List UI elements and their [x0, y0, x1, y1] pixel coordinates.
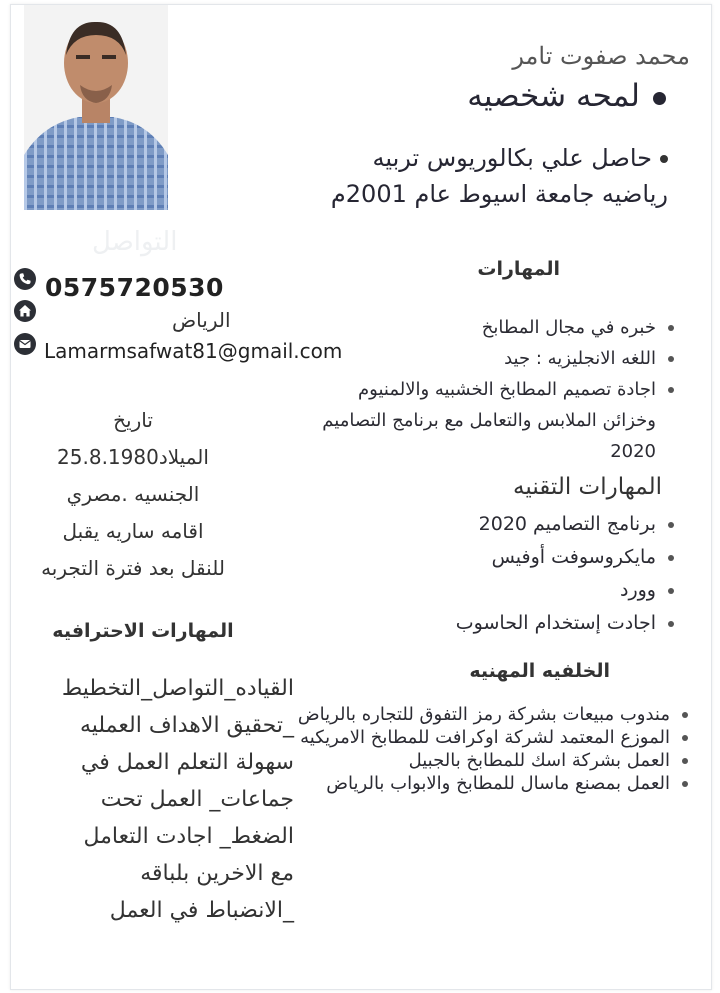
profile-photo: [24, 5, 168, 210]
list-item: الموزع المعتمد لشركة اوكرافت للمطابخ الامريكيه: [290, 726, 690, 749]
personal-info: [18, 402, 248, 587]
list-item: مندوب مبيعات بشركة رمز التفوق للتجاره بالرياض: [290, 703, 690, 726]
list-item: اجادت إستخدام الحاسوب: [376, 607, 676, 640]
phone-number: 0575720530: [45, 273, 224, 302]
prof-line: سهولة التعلم العمل في: [80, 750, 294, 775]
phone-icon: [14, 268, 36, 290]
summary-line-1: حاصل علي بكالوريوس تربيه: [372, 144, 652, 172]
nationality: الجنسيه .مصري: [66, 482, 200, 506]
list-item: اجادة تصميم المطابخ الخشبيه والالمنيوم وخزائن الملابس والتعامل مع برنامج التصاميم 2020: [306, 374, 676, 467]
person-name: محمد صفوت تامر: [512, 42, 690, 70]
section-title-profile: لمحه شخصيه: [467, 78, 640, 114]
residence-line-1: اقامه ساريه يقبل: [62, 519, 204, 543]
prof-line: جماعات_ العمل تحت: [100, 787, 294, 812]
list-item: برنامج التصاميم 2020: [376, 508, 676, 541]
tech-skills-heading: المهارات التقنيه: [513, 474, 662, 500]
list-item: مايكروسوفت أوفيس: [376, 541, 676, 574]
list-item: العمل بمصنع ماسال للمطابخ والابواب بالرياض: [290, 772, 690, 795]
summary-line-2: رياضيه جامعة اسيوط عام 2001م: [330, 180, 668, 208]
prof-line: _الانضباط في العمل: [109, 898, 294, 923]
list-item: اللغه الانجليزيه : جيد: [306, 343, 676, 374]
background-heading: الخلفيه المهنيه: [469, 660, 610, 682]
email: Lamarmsafwat81@gmail.com: [44, 339, 343, 363]
prof-line: القياده_التواصل_التخطيط: [61, 676, 294, 701]
birth-label: تاريخ: [113, 408, 153, 432]
background-list: [290, 703, 690, 795]
contact-heading: التواصل: [92, 227, 178, 257]
skills-heading: المهارات: [477, 258, 560, 280]
city: الرياض: [172, 308, 231, 332]
home-icon: [14, 300, 36, 322]
skills-list: [306, 312, 676, 467]
list-item: وورد: [376, 574, 676, 607]
birth-date: الميلاد25.8.1980: [57, 445, 209, 469]
prof-line: مع الاخرين بلباقه: [140, 861, 294, 886]
list-item: خبره في مجال المطابخ: [306, 312, 676, 343]
bullet-dot: [660, 155, 668, 163]
summary: [288, 140, 668, 212]
bullet-dot: [653, 92, 666, 105]
list-item: العمل بشركة اسك للمطابخ بالجبيل: [290, 749, 690, 772]
residence-line-2: للنقل بعد فترة التجربه: [41, 556, 225, 580]
tech-skills-list: [376, 508, 676, 640]
mail-icon: [14, 333, 36, 355]
prof-line: _تحقيق الاهداف العمليه: [79, 713, 294, 738]
professional-skills: [14, 670, 294, 929]
prof-line: الضغط_ اجادت التعامل: [83, 824, 294, 849]
professional-skills-heading: المهارات الاحترافيه: [52, 620, 234, 642]
